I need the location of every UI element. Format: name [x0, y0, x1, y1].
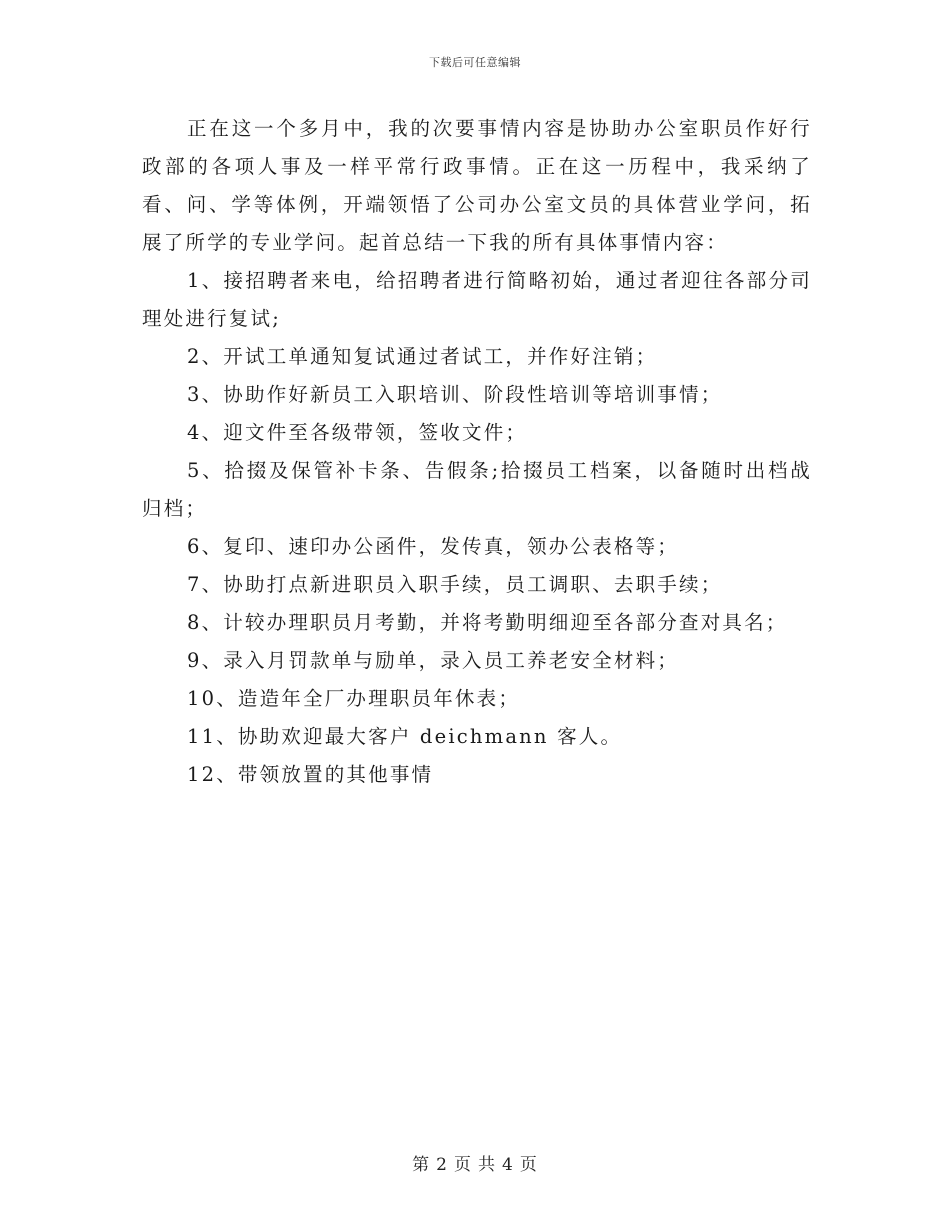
page-number-current: 2 [436, 1155, 448, 1175]
list-item: 3、协助作好新员工入职培训、阶段性培训等培训事情； [187, 383, 723, 406]
footer-label-page: 第 [412, 1155, 431, 1175]
page-footer [0, 1150, 950, 1175]
page-header: 下载后可任意编辑 [429, 56, 521, 69]
footer-label-unit: 页 [454, 1155, 472, 1175]
document-body [142, 110, 812, 794]
list-item: 1、接招聘者来电，给招聘者进行简略初始，通过者迎往各部分司理处进行复试; [142, 269, 812, 330]
list-item: 10、造造年全厂办理职员年休表； [187, 687, 521, 710]
footer-label-unit-2: 页 [519, 1155, 538, 1175]
list-item: 9、录入月罚款单与励单，录入员工养老安全材料； [187, 649, 680, 672]
list-item: 5、拾掇及保管补卡条、告假条;拾掇员工档案，以备随时出档战归档； [142, 459, 812, 520]
list-item: 6、复印、速印办公函件，发传真，领办公表格等； [187, 535, 680, 558]
footer-label-total: 共 [478, 1155, 496, 1175]
list-item: 2、开试工单通知复试通过者试工，并作好注销； [187, 345, 658, 368]
list-item: 8、计较办理职员月考勤，并将考勤明细迎至各部分查对具名； [187, 611, 788, 634]
list-item: 12、带领放置的其他事情 [187, 763, 434, 786]
page-number-total: 4 [502, 1155, 514, 1175]
list-item: 11、协助欢迎最大客户 deichmann 客人。 [187, 725, 623, 748]
intro-paragraph: 正在这一个多月中，我的次要事情内容是协助办公室职员作好行政部的各项人事及一样平常行政事情。正在这一历程中，我采纳了看、问、学等体例，开端领悟了公司办公室文员的具体营业学问，拓展了所学的专业学问。起首总结一下我的所有具体事情内容： [142, 117, 812, 254]
list-item: 4、迎文件至各级带领，签收文件； [187, 421, 528, 444]
list-item: 7、协助打点新进职员入职手续，员工调职、去职手续； [187, 573, 723, 596]
